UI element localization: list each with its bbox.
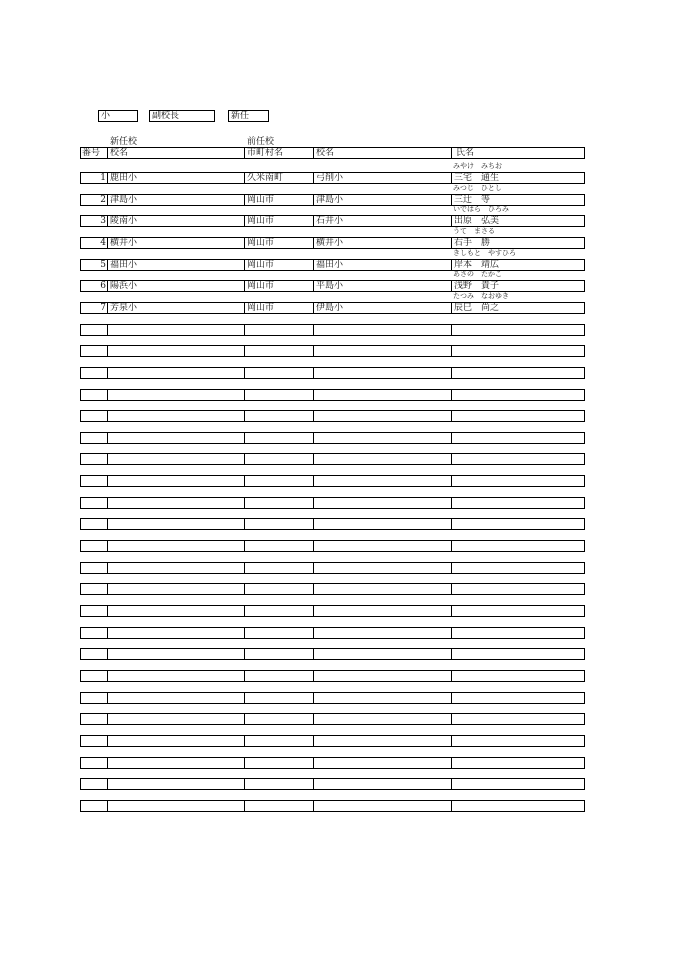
row-city: [244, 713, 314, 725]
row-school: [107, 778, 245, 790]
table-row: [80, 237, 585, 249]
row-school: 陽浜小: [107, 280, 245, 292]
row-prev-school: [313, 324, 452, 336]
row-prev-school: [313, 389, 452, 401]
row-name: [451, 540, 585, 552]
row-prev-school: [313, 735, 452, 747]
table-row: [80, 648, 585, 660]
row-school: [107, 605, 245, 617]
row-number: [80, 735, 108, 747]
row-school: [107, 540, 245, 552]
row-prev-school: [313, 518, 452, 530]
table-row: [80, 583, 585, 595]
row-school: 福田小: [107, 259, 245, 271]
row-city: [244, 670, 314, 682]
header-name: 氏名: [451, 147, 585, 159]
row-city: [244, 562, 314, 574]
row-name: [451, 757, 585, 769]
header-position: 副校長: [149, 110, 215, 122]
row-prev-school: [313, 778, 452, 790]
row-name: [451, 497, 585, 509]
row-city: [244, 389, 314, 401]
row-number: [80, 324, 108, 336]
table-row: [80, 540, 585, 552]
name-reading: きしもと やすひろ: [453, 249, 516, 257]
row-city: [244, 367, 314, 379]
name-reading: いではら ひろみ: [453, 205, 509, 213]
row-name: 三宅 通生: [451, 172, 585, 184]
row-city: [244, 627, 314, 639]
row-number: [80, 757, 108, 769]
name-reading: たつみ なおゆき: [453, 292, 509, 300]
row-school: 鹿田小: [107, 172, 245, 184]
row-name: [451, 562, 585, 574]
row-number: [80, 367, 108, 379]
table-row: [80, 302, 585, 314]
row-number: [80, 648, 108, 660]
row-name: [451, 475, 585, 487]
header-school-type: 小: [98, 110, 138, 122]
table-row: [80, 259, 585, 271]
row-name: 出原 弘美: [451, 215, 585, 227]
row-name: [451, 324, 585, 336]
table-row: [80, 670, 585, 682]
row-number: [80, 692, 108, 704]
row-city: 久米南町: [244, 172, 314, 184]
row-city: [244, 497, 314, 509]
table-row: [80, 367, 585, 379]
row-prev-school: [313, 757, 452, 769]
row-prev-school: [313, 583, 452, 595]
row-school: [107, 432, 245, 444]
table-row: [80, 713, 585, 725]
row-prev-school: [313, 432, 452, 444]
table-row: [80, 410, 585, 422]
row-name: [451, 389, 585, 401]
row-city: [244, 692, 314, 704]
row-number: [80, 800, 108, 812]
header-prev-school: 校名: [313, 147, 452, 159]
name-reading: みやけ みちお: [453, 162, 502, 170]
row-city: 岡山市: [244, 194, 314, 206]
row-school: [107, 735, 245, 747]
row-school: [107, 583, 245, 595]
row-city: [244, 453, 314, 465]
row-school: [107, 562, 245, 574]
row-name: 三辻 等: [451, 194, 585, 206]
row-school: 芳泉小: [107, 302, 245, 314]
row-name: 辰巳 尚之: [451, 302, 585, 314]
row-name: [451, 605, 585, 617]
row-school: [107, 345, 245, 357]
row-name: [451, 692, 585, 704]
name-reading: みつじ ひとし: [453, 184, 502, 192]
row-number: [80, 562, 108, 574]
row-city: [244, 432, 314, 444]
row-prev-school: [313, 670, 452, 682]
row-city: [244, 778, 314, 790]
row-name: [451, 518, 585, 530]
row-number: 6: [80, 280, 108, 292]
row-prev-school: 伊島小: [313, 302, 452, 314]
row-name: [451, 583, 585, 595]
row-prev-school: 津島小: [313, 194, 452, 206]
header-number: 番号: [80, 147, 108, 159]
table-row: [80, 172, 585, 184]
row-school: [107, 453, 245, 465]
row-prev-school: [313, 367, 452, 379]
table-row: [80, 605, 585, 617]
row-school: [107, 713, 245, 725]
row-number: 2: [80, 194, 108, 206]
table-row: [80, 757, 585, 769]
header-school: 校名: [107, 147, 245, 159]
row-number: [80, 475, 108, 487]
table-row: [80, 324, 585, 336]
row-prev-school: [313, 345, 452, 357]
row-city: [244, 324, 314, 336]
table-row: [80, 518, 585, 530]
table-row: [80, 475, 585, 487]
row-number: [80, 778, 108, 790]
row-number: 4: [80, 237, 108, 249]
row-number: 1: [80, 172, 108, 184]
row-school: [107, 497, 245, 509]
row-number: [80, 518, 108, 530]
row-prev-school: [313, 475, 452, 487]
table-row: [80, 432, 585, 444]
row-name: [451, 453, 585, 465]
row-prev-school: 福田小: [313, 259, 452, 271]
row-prev-school: [313, 453, 452, 465]
row-city: [244, 475, 314, 487]
row-school: 津島小: [107, 194, 245, 206]
table-row: [80, 800, 585, 812]
row-city: [244, 540, 314, 552]
row-city: [244, 518, 314, 530]
row-school: [107, 324, 245, 336]
row-number: [80, 583, 108, 595]
name-reading: あさの たかこ: [453, 270, 502, 278]
row-number: [80, 410, 108, 422]
row-name: [451, 778, 585, 790]
row-city: 岡山市: [244, 237, 314, 249]
row-number: 7: [80, 302, 108, 314]
row-number: 3: [80, 215, 108, 227]
row-city: [244, 605, 314, 617]
row-city: [244, 800, 314, 812]
row-name: [451, 345, 585, 357]
row-number: [80, 670, 108, 682]
table-row: [80, 280, 585, 292]
new-school-group-label: 新任校: [110, 137, 138, 147]
table-row: [80, 453, 585, 465]
row-prev-school: [313, 562, 452, 574]
row-school: [107, 410, 245, 422]
row-school: [107, 800, 245, 812]
row-name: [451, 367, 585, 379]
row-name: [451, 670, 585, 682]
table-row: [80, 735, 585, 747]
table-row: [80, 562, 585, 574]
row-school: [107, 692, 245, 704]
row-name: 浅野 貴子: [451, 280, 585, 292]
row-name: [451, 410, 585, 422]
table-row: [80, 692, 585, 704]
table-row: [80, 627, 585, 639]
row-prev-school: [313, 692, 452, 704]
row-city: [244, 757, 314, 769]
row-school: [107, 627, 245, 639]
row-city: 岡山市: [244, 302, 314, 314]
row-number: [80, 497, 108, 509]
header-status: 新任: [228, 110, 269, 122]
row-name: 岸本 靖広: [451, 259, 585, 271]
row-school: [107, 389, 245, 401]
row-name: [451, 713, 585, 725]
row-prev-school: [313, 800, 452, 812]
row-school: [107, 518, 245, 530]
row-number: [80, 540, 108, 552]
table-row: [80, 194, 585, 206]
row-number: 5: [80, 259, 108, 271]
row-number: [80, 389, 108, 401]
table-row: [80, 389, 585, 401]
row-name: [451, 800, 585, 812]
row-name: [451, 648, 585, 660]
row-number: [80, 627, 108, 639]
row-name: [451, 432, 585, 444]
row-city: [244, 735, 314, 747]
row-prev-school: [313, 648, 452, 660]
row-number: [80, 605, 108, 617]
row-prev-school: 弓削小: [313, 172, 452, 184]
row-city: [244, 648, 314, 660]
row-prev-school: [313, 605, 452, 617]
table-row: [80, 215, 585, 227]
row-city: 岡山市: [244, 259, 314, 271]
row-school: [107, 757, 245, 769]
table-row: [80, 497, 585, 509]
previous-school-group-label: 前任校: [247, 137, 275, 147]
row-name: 右手 勝: [451, 237, 585, 249]
row-city: 岡山市: [244, 215, 314, 227]
header-city: 市町村名: [244, 147, 314, 159]
row-school: [107, 648, 245, 660]
row-school: 陵南小: [107, 215, 245, 227]
row-city: [244, 583, 314, 595]
row-prev-school: [313, 713, 452, 725]
row-name: [451, 627, 585, 639]
row-prev-school: [313, 540, 452, 552]
row-school: [107, 670, 245, 682]
table-row: [80, 778, 585, 790]
row-prev-school: 石井小: [313, 215, 452, 227]
row-number: [80, 432, 108, 444]
row-city: 岡山市: [244, 280, 314, 292]
row-city: [244, 410, 314, 422]
row-school: [107, 475, 245, 487]
row-school: 横井小: [107, 237, 245, 249]
row-name: [451, 735, 585, 747]
table-row: [80, 345, 585, 357]
name-reading: うて まさる: [453, 227, 495, 235]
row-city: [244, 345, 314, 357]
row-number: [80, 345, 108, 357]
row-prev-school: [313, 497, 452, 509]
row-prev-school: [313, 410, 452, 422]
row-number: [80, 713, 108, 725]
row-school: [107, 367, 245, 379]
table-header-row: [80, 147, 585, 159]
row-prev-school: 横井小: [313, 237, 452, 249]
row-prev-school: [313, 627, 452, 639]
row-prev-school: 平島小: [313, 280, 452, 292]
row-number: [80, 453, 108, 465]
